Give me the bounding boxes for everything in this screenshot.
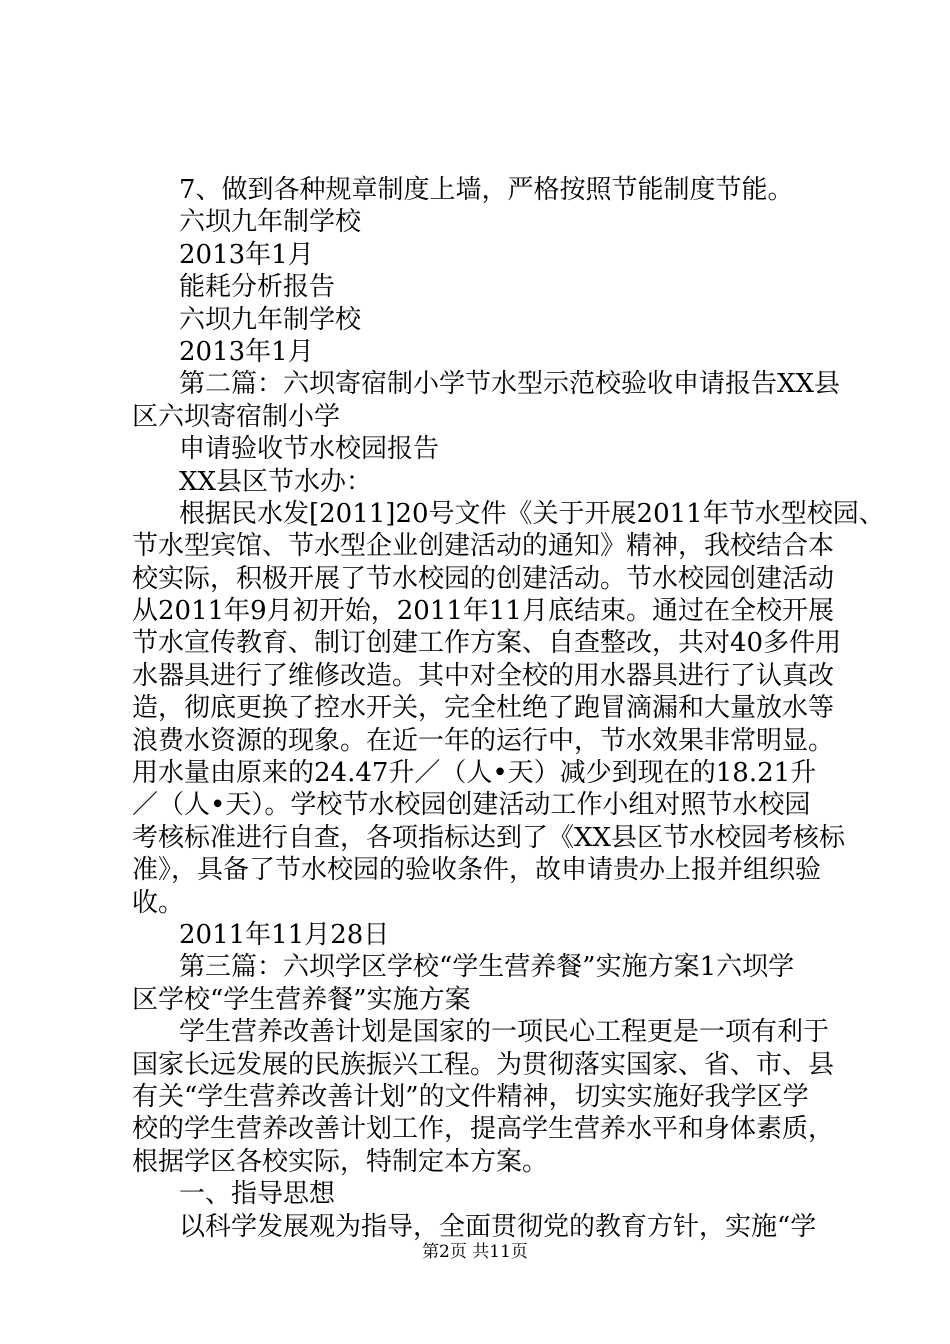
text-line: 有关“学生营养改善计划”的文件精神，切实实施好我学区学 bbox=[132, 1081, 809, 1112]
text-line: 校的学生营养改善计划工作，提高学生营养水平和身体素质， bbox=[132, 1114, 835, 1145]
text-line: 校实际，积极开展了节水校园的创建活动。节水校园创建活动 bbox=[132, 563, 835, 594]
text-line: 节水宣传教育、制订创建工作方案、自查整改，共对40多件用 bbox=[132, 628, 842, 659]
text-line: 第二篇：六坝寄宿制小学节水型示范校验收申请报告XX县 bbox=[179, 369, 841, 400]
text-line: 六坝九年制学校 bbox=[179, 207, 362, 238]
text-line: 2011年11月28日 bbox=[179, 919, 390, 950]
text-line: 从2011年9月初开始，2011年11月底结束。通过在全校开展 bbox=[132, 596, 834, 627]
text-line: 第三篇：六坝学区学校“学生营养餐”实施方案1六坝学 bbox=[179, 952, 795, 983]
text-line: 根据学区各校实际，特制定本方案。 bbox=[132, 1146, 549, 1177]
text-line: 7、做到各种规章制度上墙，严格按照节能制度节能。 bbox=[179, 175, 794, 205]
text-line: 考核标准进行自查，各项指标达到了《XX县区节水校园考核标 bbox=[132, 822, 846, 853]
document-body bbox=[132, 174, 885, 1243]
text-line: 水器具进行了维修改造。其中对全校的用水器具进行了认真改 bbox=[132, 660, 835, 691]
text-line: 2013年1月 bbox=[179, 336, 314, 367]
text-line: 一、指导思想 bbox=[179, 1179, 336, 1210]
text-line: 节水型宾馆、节水型企业创建活动的通知》精神，我校结合本 bbox=[132, 531, 835, 562]
text-line: 以科学发展观为指导，全面贯彻党的教育方针，实施“学 bbox=[179, 1211, 817, 1242]
text-line: 申请验收节水校园报告 bbox=[179, 434, 440, 465]
text-line: 区六坝寄宿制小学 bbox=[132, 401, 341, 432]
text-line: 国家长远发展的民族振兴工程。为贯彻落实国家、省、市、县 bbox=[132, 1049, 835, 1080]
text-line: 用水量由原来的24.47升／（人•天）减少到现在的18.21升 bbox=[132, 758, 817, 789]
text-line: XX县区节水办： bbox=[179, 466, 373, 497]
text-line: 六坝九年制学校 bbox=[179, 304, 362, 335]
text-line: 区学校“学生营养餐”实施方案 bbox=[132, 984, 471, 1015]
text-line: 准》，具备了节水校园的验收条件，故申请贵办上报并组织验 bbox=[132, 855, 822, 886]
text-line: 根据民水发[2011]20号文件《关于开展2011年节水型校园、 bbox=[179, 498, 885, 529]
text-line: 2013年1月 bbox=[179, 239, 314, 270]
text-line: 收。 bbox=[132, 887, 185, 918]
text-line: ／（人•天）。学校节水校园创建活动工作小组对照节水校园 bbox=[132, 790, 811, 821]
text-line: 学生营养改善计划是国家的一项民心工程更是一项有利于 bbox=[179, 1017, 830, 1048]
page-footer: 第2页 共11页 bbox=[422, 1242, 528, 1262]
text-line: 造，彻底更换了控水开关，完全杜绝了跑冒滴漏和大量放水等 bbox=[132, 693, 835, 724]
text-line: 能耗分析报告 bbox=[179, 272, 336, 303]
text-line: 浪费水资源的现象。在近一年的运行中，节水效果非常明显。 bbox=[132, 725, 835, 756]
